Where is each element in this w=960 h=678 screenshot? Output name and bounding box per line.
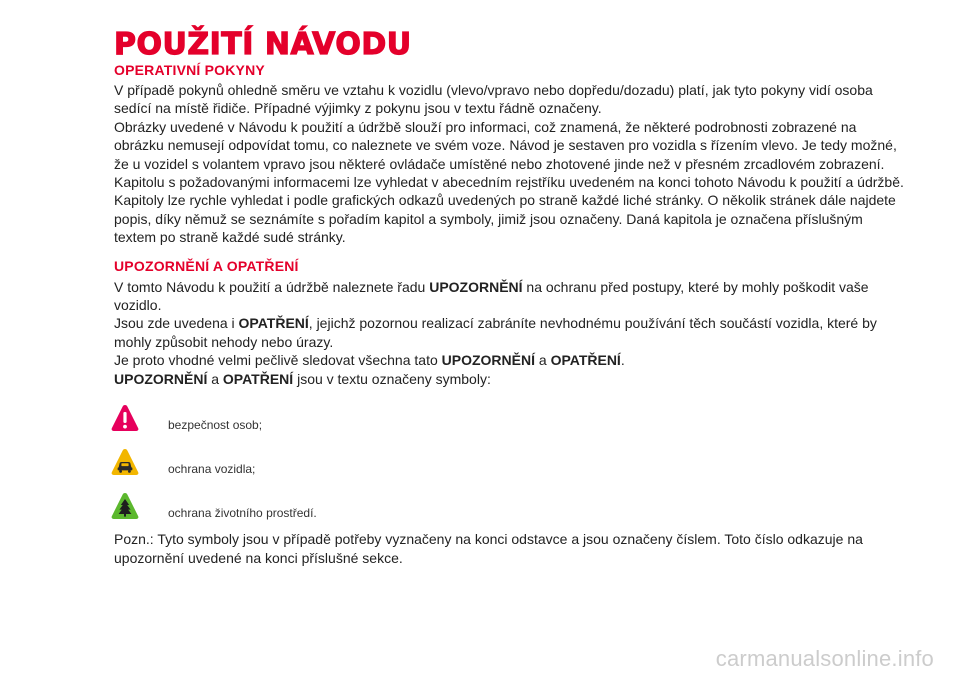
paragraph-direction-note [114,81,904,247]
section-heading-operating-instructions: OPERATIVNÍ POKYNY [114,62,265,78]
symbol-row-vehicle-protection [110,442,904,482]
symbol-label: bezpečnost osob; [168,418,263,433]
watermark-text: carmanualsonline.info [715,646,934,671]
text-line: Kapitoly lze rychle vyhledat i podle grafických odkazů uvedených po straně každé liché stránky. O několik stránek dále najdete [114,192,896,209]
text-fragment: na ochranu před postupy, které by mohly poškodit vaše [522,278,869,295]
text-fragment: a [207,370,223,387]
keyword-warning: UPOZORNĚNÍ [429,278,523,295]
text-line: sedící na místě řidiče. Případné výjimky z pokynu jsou v textu řádně označeny. [114,100,602,117]
section-heading-warnings-precautions: UPOZORNĚNÍ A OPATŘENÍ [114,257,299,274]
symbol-legend [110,398,904,526]
text-line: že u vozidel s volantem vpravo jsou některé ovládače umístěné nebo zhotovené jinde než v přesném zrcadlovém zobrazení. [114,155,885,172]
text-line: vozidlo. [114,297,162,314]
text-fragment: . [620,352,625,369]
vehicle-protection-warning-icon [110,447,140,477]
text-line: Pozn.: Tyto symboly jsou v případě potřeby vyznačeny na konci odstavce a jsou označeny číslem. Toto číslo odkazuje na [114,531,863,548]
text-line: Obrázky uvedené v Návodu k použití a údržbě slouží pro informaci, což znamená, že některé podrobnosti zobrazené na [114,118,857,135]
text-fragment: jsou v textu označeny symboly: [293,370,491,387]
text-fragment: Jsou zde uvedena i [114,315,239,332]
person-safety-warning-icon [110,403,140,433]
text-line: popis, díky němuž se seznámíte s pořadím kapitol a symboly, jimiž jsou označeny. Daná kapitola je označena příslušným [114,210,863,227]
keyword-caution: OPATŘENÍ [238,315,309,332]
keyword-caution: OPATŘENÍ [550,352,621,369]
page-title: POUŽITÍ NÁVODU [114,27,412,62]
keyword-warning: UPOZORNĚNÍ [114,370,208,387]
text-line: textem po straně každé sudé stránky. [114,229,346,246]
symbol-row-person-safety [110,398,904,438]
keyword-caution: OPATŘENÍ [222,370,294,387]
keyword-warning: UPOZORNĚNÍ [441,352,535,369]
text-line: mohly způsobit nehody nebo úrazy. [114,333,334,350]
text-fragment: a [534,352,551,369]
text-line: upozornění uvedené na konci příslušné sekce. [114,549,403,566]
paragraph-warnings [114,278,904,388]
text-fragment: , jejichž pozornou realizací zabráníte nevhodnému používání těch součástí vozidla, které by [308,315,877,332]
symbol-label: ochrana vozidla; [168,462,256,477]
text-line: Kapitolu s požadovanými informacemi lze vyhledat v abecedním rejstříku uvedeném na konci tohoto Návodu k použití a údržbě. [114,174,904,191]
manual-page [114,28,904,567]
symbol-label: ochrana životního prostředí. [168,506,317,521]
symbol-row-environment [110,486,904,526]
environment-protection-warning-icon [110,491,140,521]
text-line: V případě pokynů ohledně směru ve vztahu k vozidlu (vlevo/vpravo nebo dopředu/dozadu) platí, jak tyto pokyny vidí osoba [114,82,873,98]
paragraph-note [114,530,904,567]
text-fragment: V tomto Návodu k použití a údržbě naleznete řadu [114,278,430,295]
text-line: obrázku nemusejí odpovídat tomu, co naleznete ve svém voze. Návod je sestaven pro vozidla s řízením vlevo. Je tedy možné, [114,137,897,154]
text-fragment: Je proto vhodné velmi pečlivě sledovat všechna tato [114,352,442,369]
